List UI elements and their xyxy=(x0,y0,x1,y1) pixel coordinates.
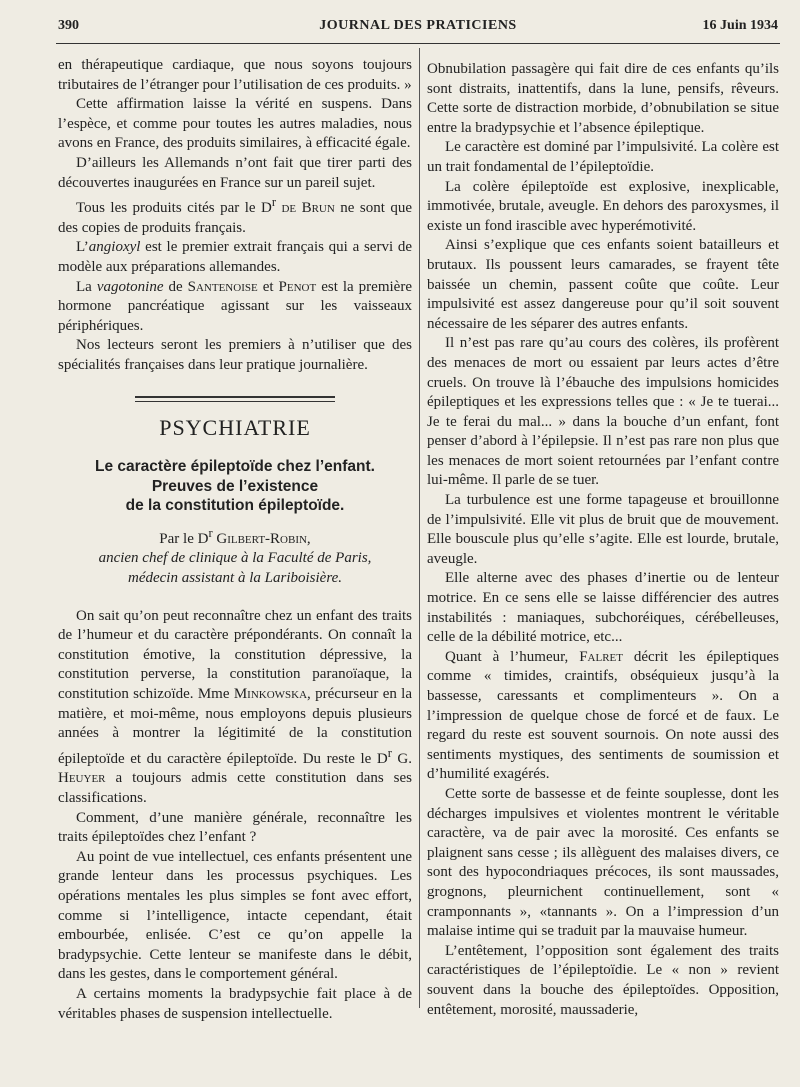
left-column xyxy=(58,56,412,1024)
paragraph: Ainsi s’explique que ces enfants soient batailleurs et brutaux. Ils poussent leurs camarades, se frayent tête baissée un chemin, passent coûte que coûte. Leur impulsivité est assez dangereuse pour qu’il soit souvent nécessaire de les séparer des autres enfants. xyxy=(427,237,779,332)
paragraph: Elle alterne avec des phases d’inertie ou de lenteur motrice. En ce sens elle se laisse différencier des autres instabilités : maniaques, subchoréiques, cérébelleuses, celle de la débilité motrice, etc... xyxy=(427,570,779,646)
paragraph: Il n’est pas rare qu’au cours des colères, ils profèrent des menaces de mort ou essaient par leurs actes d’être cruels. On trouve là l’ébauche des impulsions homicides épileptiques et les expressions telles que : « Je te tuerai... Je te ferai du mal... » dans la bouche d’un enfant, font penser d’abord à l’épilepsie. Il n’est pas rare non plus que les menaces de mort soient retournées par l’enfant contre lui-même. Il parle de se tuer. xyxy=(427,335,779,489)
paragraph: Le caractère est dominé par l’impulsivité. La colère est un trait fondamental de l’épileptoïdie. xyxy=(427,139,779,175)
paragraph: L’angioxyl est le premier extrait français qui a servi de modèle aux préparations allemandes. xyxy=(58,239,412,275)
paragraph: Nos lecteurs seront les premiers à n’utiliser que des spécialités françaises dans leur pratique journalière. xyxy=(58,337,412,373)
paragraph: Obnubilation passagère qui fait dire de ces enfants qu’ils sont distraits, inattentifs, dans la lune, pensifs, rêveurs. Cette sorte de distraction morbide, d’obnubilation se situe entre la bradypsychie et l’absence épileptique. xyxy=(427,61,779,136)
paragraph: La vagotonine de Santenoise et Penot est la première hormone pancréatique agissant sur les vaisseaux périphériques. xyxy=(58,278,412,334)
paragraph: D’ailleurs les Allemands n’ont fait que tirer parti des découvertes inaugurées en France sur un pareil sujet. xyxy=(58,154,412,191)
author-name: Santenoise xyxy=(187,278,258,295)
article-title: Le caractère épileptoïde chez l’enfant. Preuves de l’existence de la constitution épileptoïde. xyxy=(95,458,375,515)
paragraph: Au point de vue intellectuel, ces enfants présentent une grande lenteur dans les processus psychiques. Les opérations mentales les plus simples se font avec effort, comme si l’intelligence, intacte cependant, était embourbée, enlisée. C’est ce qu’on appelle la bradypsychie. Cette lenteur se manifeste dans le débit, dans les gestes, dans le comportement général. xyxy=(58,848,412,983)
paragraph: A certains moments la bradypsychie fait place à de véritables phases de suspension intellectuelle. xyxy=(58,985,412,1022)
paragraph: Cette affirmation laisse la vérité en suspens. Dans l’espèce, et comme pour toutes les autres maladies, nous avons en France, des produits similaires, à efficacité égale. xyxy=(58,96,412,152)
byline: Par le $D^r$ Gilbert-Robin, xyxy=(159,525,311,547)
running-header xyxy=(58,18,778,40)
header-rule xyxy=(56,43,780,44)
paragraph: Tous les produits cités par le $D^r$ de Brun ne sont que des copies de produits français. xyxy=(58,195,412,236)
paragraph: Quant à l’humeur, Falret décrit les épileptiques comme « timides, craintifs, obséquieux jusqu’à la bassesse, caressants et complimenteurs ». On a l’impression de quelque chose de forcé et de faux. Le regard du reste est souvent sournois. On note aussi des sentiments mystiques, des sentiments de soumission et d’humilité exagérés. xyxy=(427,648,779,783)
author-name: de Brun xyxy=(281,200,335,217)
paragraph: Cette sorte de bassesse et de feinte souplesse, dont les décharges impulsives et violentes montrent le véritable caractère, va de pair avec la morosité. Ces enfants se plaignent sans cesse ; ils allèguent des malaises divers, ce sont des hypocondriaques précoces, ils sont maussades, grognons, pleurnichent continuellement, sont « cramponnants », «tannants ». On a l’impression d’un malaise intime qui se traduit par la mauvaise humeur. xyxy=(427,785,779,940)
issue-date: 16 Juin 1934 xyxy=(702,18,778,33)
column-divider xyxy=(419,48,420,1008)
page-number: 390 xyxy=(58,18,79,33)
journal-title: JOURNAL DES PRATICIENS xyxy=(319,18,517,33)
author-affiliation: ancien chef de clinique à la Faculté de Paris, médecin assistant à la Lariboisière. xyxy=(98,550,372,587)
paragraph: La colère épileptoïde est explosive, inexplicable, immotivée, brutale, aveugle. En dehors des paroxysmes, il existe un fond irascible avec hyperémotivité. xyxy=(427,178,779,234)
section-separator xyxy=(135,396,335,402)
author-name: Penot xyxy=(278,278,317,295)
paragraph: On sait qu’on peut reconnaître chez un enfant des traits de l’humeur et du caractère prépondérants. On connaît la constitution émotive, la constitution dépressive, la constitution perverse, la constitution paranoïaque, la constitution schizoïde. Mme Minkowska, précurseur en la matière, et moi-même, nous employons depuis plusieurs années à montrer la légitimité de la constitution épileptoïde et du caractère épileptoïde. Du reste le $D^r$ G. Heuyer a toujours admis cette constitution dans ses classifications. xyxy=(58,607,412,806)
right-column xyxy=(427,60,779,1020)
paragraph: en thérapeutique cardiaque, que nous soyons toujours tributaires de l’étranger pour l’utilisation de ces produits. » xyxy=(58,57,412,93)
paragraph: Comment, d’une manière générale, reconnaître les traits épileptoïdes chez l’enfant ? xyxy=(58,809,412,846)
section-title: PSYCHIATRIE xyxy=(159,414,311,440)
paragraph: La turbulence est une forme tapageuse et brouillonne de l’impulsivité. Elle vit plus de bruit que de mouvement. Elle bouscule plus qu’elle s’agite. Elle est lourde, brutale, aveugle. xyxy=(427,492,779,567)
paragraph: L’entêtement, l’opposition sont également des traits caractéristiques de l’épileptoïdie. Le « non » revient souvent dans la bouche des épileptoïdes. Opposition, entêtement, morosité, maussaderie, xyxy=(427,942,779,1018)
